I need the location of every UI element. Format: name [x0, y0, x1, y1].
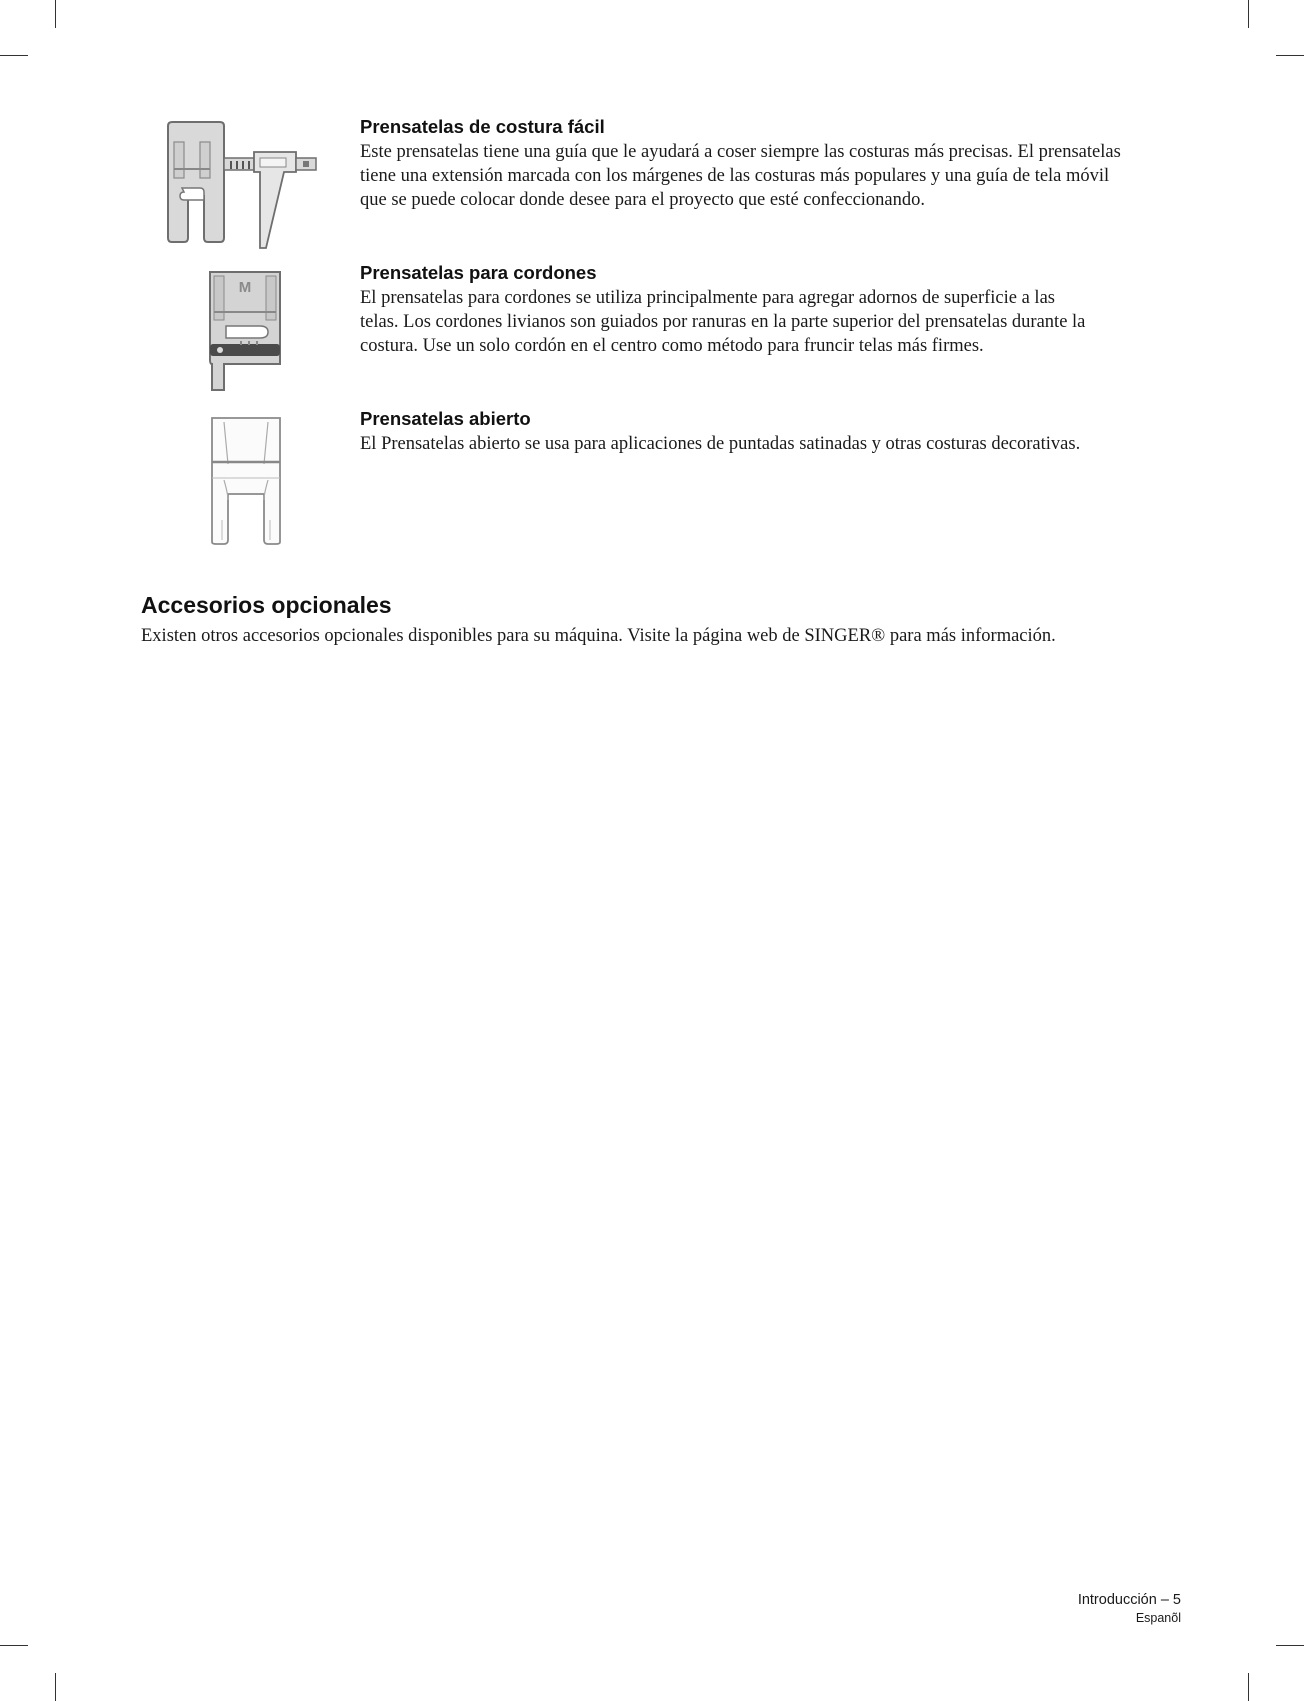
crop-mark [1248, 1673, 1249, 1701]
section-title: Accesorios opcionales [141, 592, 392, 618]
easy-seam-presser-foot-icon [160, 118, 340, 253]
feature-title: Prensatelas para cordones [360, 262, 597, 283]
feature-description: El Prensatelas abierto se usa para aplicaciones de puntadas satinadas y otras costuras decorativas. [360, 434, 1081, 454]
crop-mark [0, 55, 28, 56]
feature-title: Prensatelas abierto [360, 408, 531, 429]
crop-mark [1276, 1645, 1304, 1646]
crop-mark [1276, 55, 1304, 56]
feature-description: El prensatelas para cordones se utiliza principalmente para agregar adornos de superficie a las telas. Los cordones livianos son guiados por ranuras en la parte superior del prensatelas durante la costura. Use un solo cordón en el centro como método para fruncir telas más firmes. [360, 288, 1086, 356]
page-footer [1078, 1590, 1181, 1626]
open-toe-presser-foot-icon [206, 414, 286, 548]
page-number: Introducción – 5 [1077, 1592, 1181, 1608]
crop-mark [1248, 0, 1249, 28]
language-label: Espanõl [1135, 1611, 1181, 1625]
crop-mark [55, 1673, 56, 1701]
feature-title: Prensatelas de costura fácil [360, 116, 605, 137]
section-body: Existen otros accesorios opcionales disponibles para su máquina. Visite la página web de SINGER® para más información. [141, 626, 1056, 646]
crop-mark [55, 0, 56, 28]
cording-presser-foot-icon [204, 268, 286, 393]
feature-description: Este prensatelas tiene una guía que le ayudará a coser siempre las costuras más precisas. El prensatelas tiene una extensión marcada con los márgenes de las costuras más populares y una guía de tela móvil que se puede colocar donde desee para el proyecto que esté confeccionando. [360, 142, 1121, 210]
crop-mark [0, 1645, 28, 1646]
svg-text:M: M [238, 279, 252, 296]
